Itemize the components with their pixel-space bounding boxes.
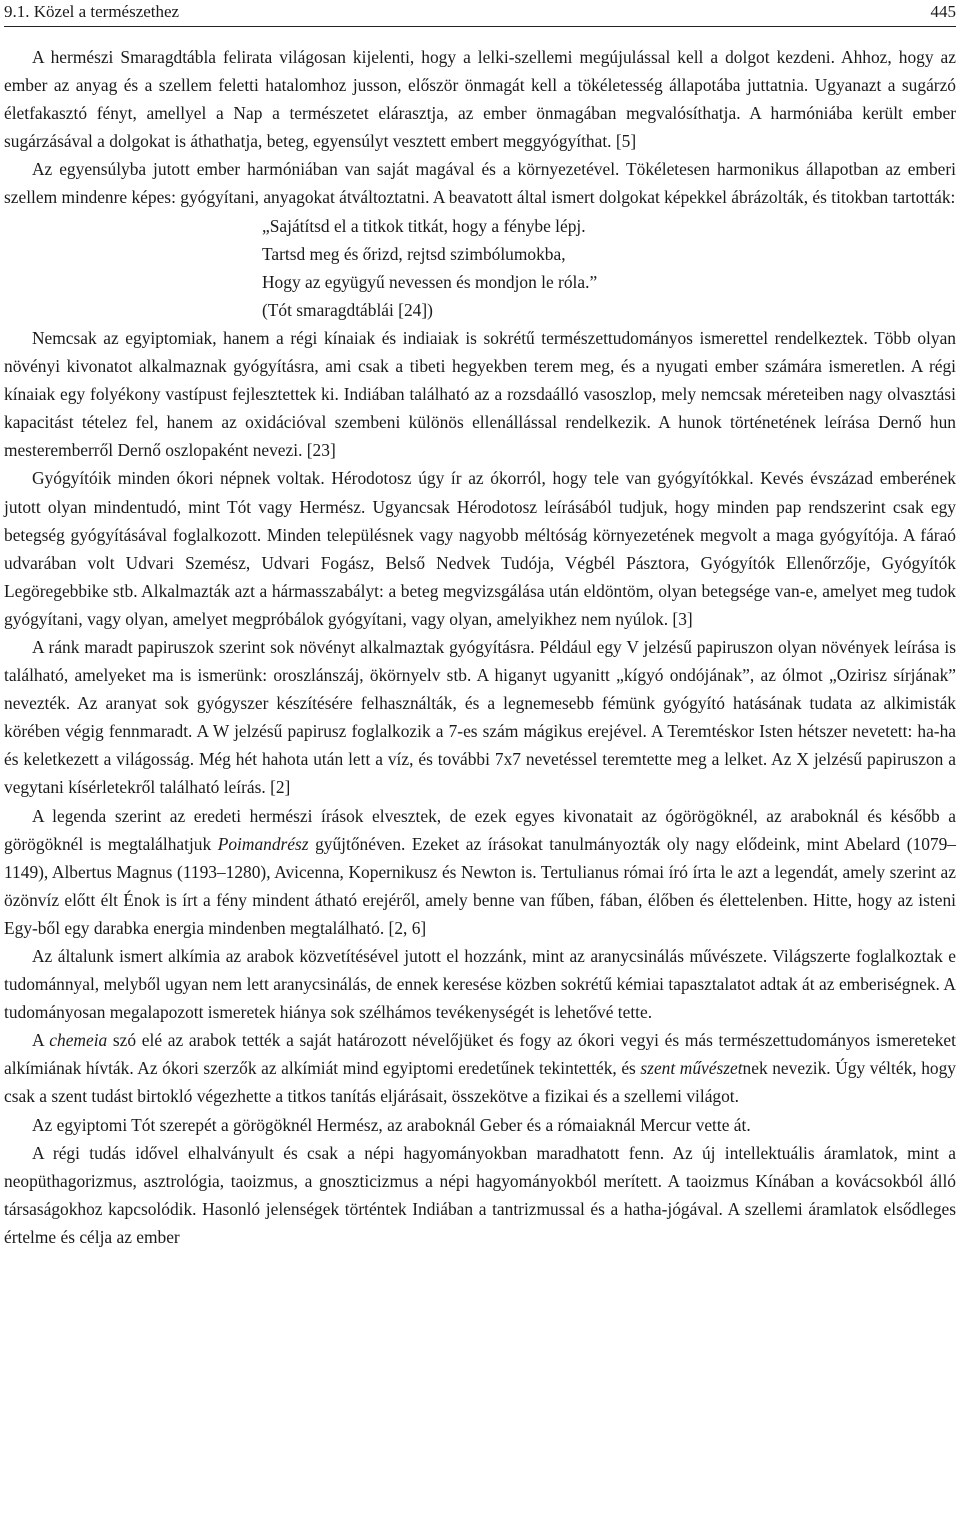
section-title: 9.1. Közel a természethez: [4, 2, 180, 21]
verse-quote: [262, 212, 956, 324]
text-run: nek nevezik. Úgy vélték, hogy csak a szent tudást birtokló végezhette a titkos tanítás eljárásait, összekötve a fizikai és a szellemi világot.: [4, 1058, 956, 1107]
italic-term: chemeia: [49, 1030, 108, 1051]
paragraph: Az általunk ismert alkímia az arabok közvetítésével jutott el hozzánk, mint az aranycsinálás művészete. Világszerte foglalkoztak e tudománnyal, melyből ugyan nem lett aranycsinálás, de ennek keresése közben sokrétű kémiai tapasztalatot adtak át az emberiségnek. A tudományosan megalapozott ismeretek hiánya sok szélhámos tevékenységét is lehetővé tette.: [4, 946, 956, 1023]
verse-line: Tartsd meg és őrizd, rejtsd szimbólumokba,: [262, 243, 566, 264]
paragraph: [4, 802, 956, 942]
verse-source: (Tót smaragdtáblái [24]): [262, 299, 433, 320]
paragraph: Az egyiptomi Tót szerepét a görögöknél Hermész, az araboknál Geber és a rómaiaknál Mercur vette át.: [32, 1114, 751, 1135]
paragraph: A ránk maradt papiruszok szerint sok növényt alkalmaztak gyógyításra. Például egy V jelzésű papiruszon olyan növények leírása is található, amelyeket ma is ismerünk: oroszlánszáj, ökörnyelv stb. A higanyt ugyanitt „kígyó ondójának”, az ólmot „Ozirisz sírjának” nevezték. Az aranyat sok gyógyszer készítésére felhasználták, és a legnemesebb fémünk gyógyító hatásának tudata az alkimisták körében végig fennmaradt. A W jelzésű papirusz foglalkozik a 7-es szám mágikus erejével. A Teremtéskor Isten hétszer nevetett: ha-ha és keletkezett a világosság. Még hét hahota után lett a víz, és további 7x7 nevetéssel teremtette meg a lelket. Az X jelzésű papiruszon a vegytani kísérletekről található leírás. [2]: [4, 636, 956, 798]
paragraph: Nemcsak az egyiptomiak, hanem a régi kínaiak és indiaiak is sokrétű természettudományos ismerettel rendelkeztek. Több olyan növényi kivonatot alkalmaznak gyógyításra, ami csak a tibeti hegyekben terem meg, és a nyugati ember számára ismeretlen. A régi kínaiak egy folyékony vastípust fejlesztettek ki. Indiában található az a rozsdaálló vasoszlop, mely nemcsak méreteiben nagy olvasztási kapacitást tételez fel, hanem az oxidációval szembeni különös ellenállással rendelkezik. A hunok történetének leírása Dernő hun mesteremberről Dernő oszlopaként nevezi. [23]: [4, 327, 956, 461]
page-number: 445: [930, 2, 956, 21]
running-header: [4, 0, 956, 27]
text-run: A legenda szerint az eredeti hermészi írások elvesztek, de ezek egyes kivonatait az ógörögöknél, az araboknál és később a görögöknél is megtalálhatjuk: [4, 805, 956, 854]
italic-title: Poimandrész: [217, 833, 309, 854]
paragraph: Gyógyítóik minden ókori népnek voltak. Hérodotosz úgy ír az ókorról, hogy tele van gyógyítókkal. Kevés évszázad emberének jutott olyan mindentudó, mint Tót vagy Hermész. Ugyancsak Hérodotosz leírásából tudjuk, hogy minden pap rendszerint csak egy betegség gyógyításával foglalkozott. Minden településnek vagy nagyobb méltóság környezetének megvolt a maga gyógyítója. A fáraó udvarában volt Udvari Szemész, Udvari Fogász, Belső Nedvek Tudója, Végbél Pásztora, Gyógyítók Ellenőrzője, Gyógyítók Legöregebbike stb. Alkalmazták azt a hármasszabályt: a beteg megvizsgálása után eldöntöm, olyan betegsége van-e, amelyet meg tudok gyógyítani, vagy olyan, amelyet megpróbálok gyógyítani, vagy olyan, amelyikhez nem nyúlok. [3]: [4, 468, 956, 629]
verse-line: „Sajátítsd el a titkok titkát, hogy a fénybe lépj.: [262, 215, 586, 236]
page-body: [4, 43, 956, 1251]
paragraph: [4, 1026, 956, 1110]
italic-term: szent művészet: [640, 1058, 743, 1079]
paragraph: A régi tudás idővel elhalványult és csak a népi hagyományokban maradhatott fenn. Az új intellektuális áramlatok, mint a neopüthagorizmus, asztrológia, taoizmus, a gnoszticizmus a népi hagyományokból merített. A taoizmus Kínában a kovácsokból álló társaságokhoz kapcsolódik. Hasonló jelenségek történtek Indiában a tantrizmussal és a hatha-jógával. A szellemi áramlatok elsődleges értelme és célja az ember: [4, 1142, 956, 1247]
verse-line: Hogy az együgyű nevessen és mondjon le róla.”: [262, 271, 598, 292]
paragraph: A hermészi Smaragdtábla felirata világosan kijelenti, hogy a lelki-szellemi megújulással kell a dolgot kezdeni. Ahhoz, hogy az ember az anyag és a szellem feletti hatalomhoz jusson, először önmagát kell a tökéletesség állapotába juttatnia. Ugyanazt a sugárzó életfakasztó fényt, amellyel a Nap a természetet elárasztja, az ember önmagában megvalósíthatja. A harmóniába került ember sugárzásával a dolgokat is áthathatja, beteg, egyensúlyt vesztett embert meggyógyíthat. [5]: [4, 47, 956, 152]
text-run: szó elé az arabok tették a saját határozott névelőjüket és fogy az ókori vegyi és más természettudományos ismereteket alkímiának hívták. Az ókori szerzők az alkímiát mind egyiptomi eredetűnek tekintették, és: [4, 1030, 956, 1079]
text-run: gyűjtőnéven. Ezeket az írásokat tanulmányozták oly nagy elődeink, mint Abelard (1079–1149), Albertus Magnus (1193–1280), Avicenna, Kopernikusz és Newton is. Tertulianus római író írta le azt a legendát, amely szerint az özönvíz előtt élt Énok is írt a fény mindent átható erejéről, amely benne van fűben, fában, élőben és élettelenben. Hitte, hogy az isteni Egy-ből egy darabka energia mindenben megtalálható. [2, 6]: [4, 833, 956, 938]
text-run: A: [32, 1030, 50, 1051]
paragraph: Az egyensúlyba jutott ember harmóniában van saját magával és a környezetével. Tökéletesen harmonikus állapotban az emberi szellem mindenre képes: gyógyítani, anyagokat átváltoztatni. A beavatott által ismert dolgokat képekkel ábrázolták, és titokban tartották:: [4, 159, 956, 208]
